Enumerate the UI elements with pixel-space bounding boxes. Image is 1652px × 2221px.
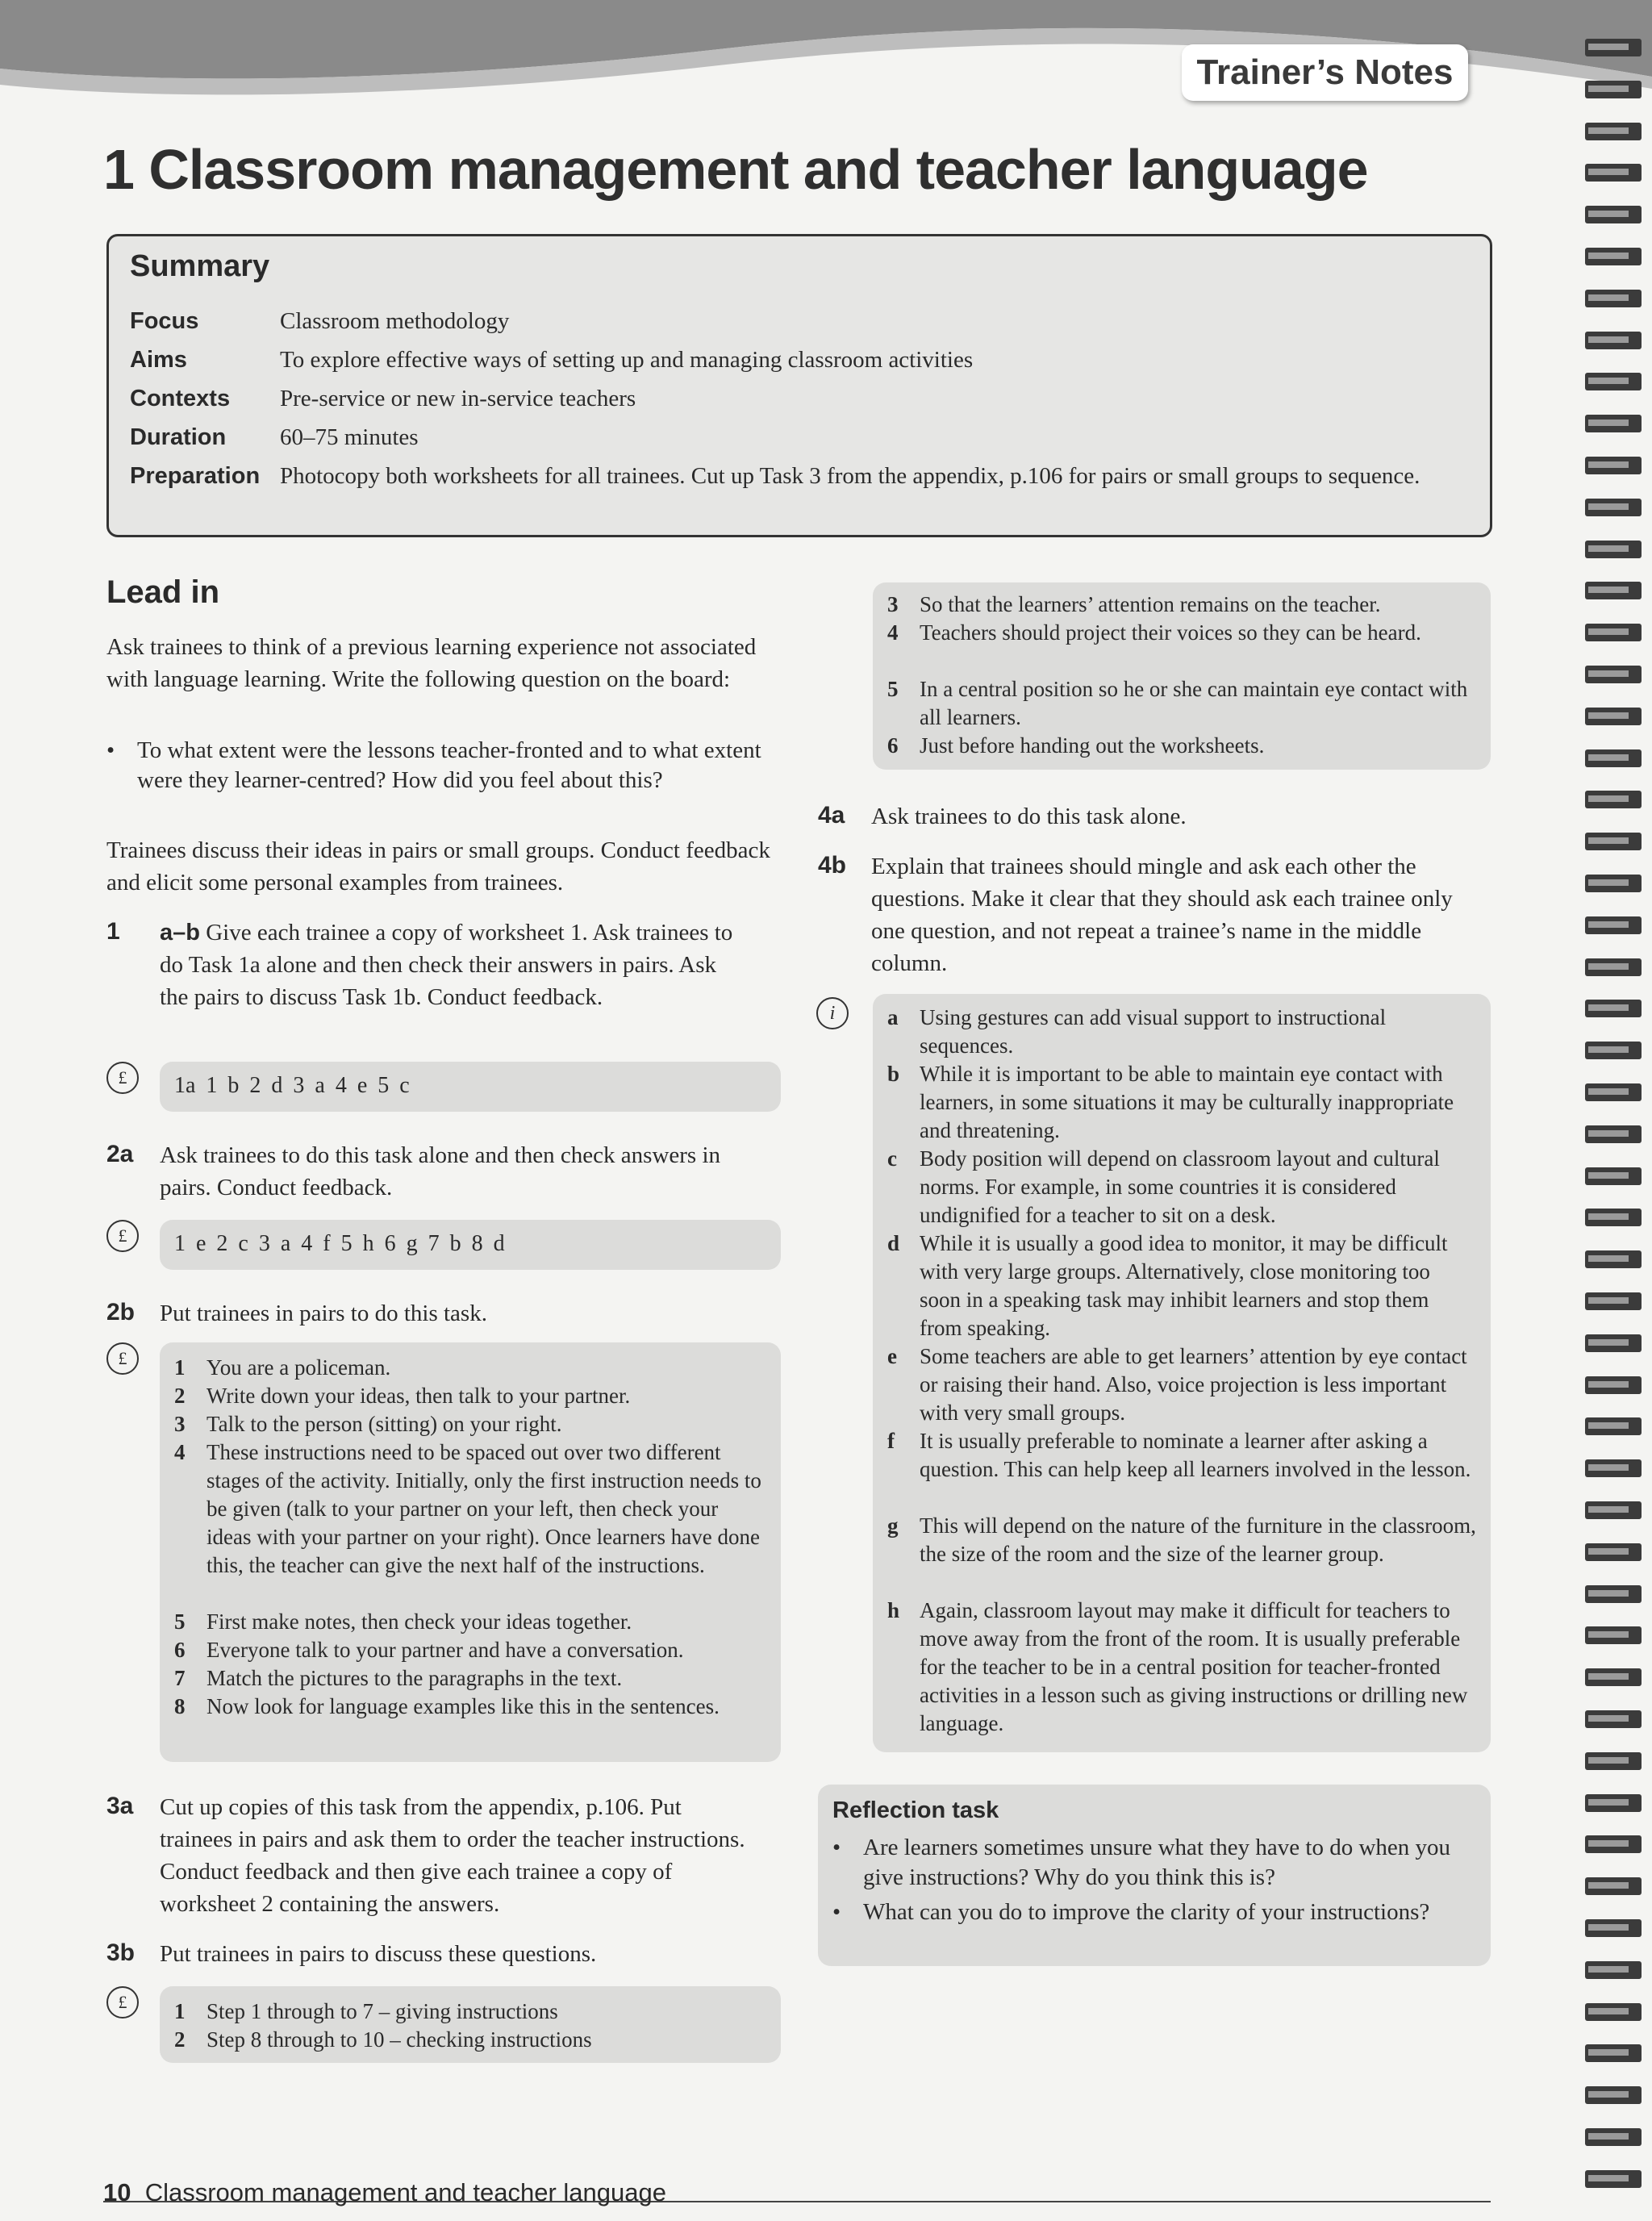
step-number: 4b: [818, 852, 847, 879]
summary-key: Duration: [130, 424, 227, 450]
answers-2a-box: [160, 1220, 781, 1270]
step-number: 2b: [106, 1299, 136, 1326]
step-4a-text: Ask trainees to do this task alone.: [871, 804, 1187, 829]
spiral-ring: [1577, 450, 1642, 482]
step-number: 3b: [106, 1939, 136, 1966]
spiral-ring: [1577, 826, 1642, 858]
spiral-ring: [1577, 1662, 1642, 1694]
spiral-ring: [1577, 199, 1642, 232]
spiral-ring: [1577, 32, 1642, 65]
page-number: 10: [103, 2178, 131, 2206]
spiral-ring: [1577, 1704, 1642, 1736]
spiral-ring: [1577, 2122, 1642, 2154]
spiral-ring: [1577, 408, 1642, 440]
spiral-ring: [1577, 1620, 1642, 1652]
spiral-ring: [1577, 1411, 1642, 1443]
answer-key-icon: £: [106, 1986, 139, 2019]
spiral-ring: [1577, 1495, 1642, 1527]
spiral-ring: [1577, 784, 1642, 816]
spiral-ring: [1577, 1746, 1642, 1778]
summary-value: 60–75 minutes: [280, 424, 419, 450]
spiral-ring: [1577, 2080, 1642, 2112]
spiral-ring: [1577, 283, 1642, 315]
answers-2b-box: 1 You are a policeman. 2 Write down your ideas, then talk to your partner. 3 Talk to the person (sitting) on your right. 4 These instructions need to be spaced out over two different stages of the activity. Initially, only the first instruction needs to be given (talk to your partner on your left, then check your ideas with your partner on your right). Once learners have done this, the teacher can give the next half of the instructions. 5 First make notes, then check your ideas together. 6 Everyone talk to your partner and have a conversation. 7 Match the pictures to the paragraphs in the text. 8 Now look for language examples like this in the sentences.: [160, 1342, 781, 1762]
spiral-ring: [1577, 2164, 1642, 2196]
step-3b-text: Put trainees in pairs to discuss these questions.: [160, 1941, 597, 1967]
reflection-task-box: [818, 1785, 1491, 1966]
step-2b-text: Put trainees in pairs to do this task.: [160, 1300, 487, 1326]
bullet-dot: •: [832, 1899, 841, 1925]
step-number: 1: [106, 918, 120, 945]
spiral-ring: [1577, 868, 1642, 900]
spiral-ring: [1577, 1035, 1642, 1067]
answers-3b-continued-box: 3 So that the learners’ attention remains on the teacher. 4 Teachers should project their voices so they can be heard. 5 In a central position so he or she can maintain eye contact with all learners. 6 Just before handing out the worksheets.: [873, 582, 1491, 770]
spiral-ring: [1577, 1913, 1642, 1945]
spiral-ring: [1577, 74, 1642, 106]
summary-key: Focus: [130, 308, 199, 334]
summary-value: Pre-service or new in-service teachers: [280, 386, 636, 411]
summary-key: Aims: [130, 347, 187, 373]
lead-in-after: Trainees discuss their ideas in pairs or small groups. Conduct feedback and elicit some personal examples from trainees.: [106, 837, 770, 895]
trainers-notes-badge: Trainer’s Notes: [1182, 44, 1468, 101]
spiral-ring: [1577, 1161, 1642, 1193]
spiral-ring: [1577, 116, 1642, 148]
info-icon: i: [816, 997, 849, 1029]
answers-1: 1a 1 b 2 d 3 a 4 e 5 c: [174, 1073, 410, 1098]
lead-in-heading: Lead in: [106, 574, 220, 610]
reflection-question: What can you do to improve the clarity of your instructions?: [863, 1899, 1430, 1925]
lead-in-question: To what extent were the lessons teacher-fronted and to what extent were they learner-centred? How did you feel about this?: [137, 737, 761, 793]
spiral-ring: [1577, 1997, 1642, 2029]
answer-key-icon: £: [106, 1062, 139, 1094]
lead-in-intro: Ask trainees to think of a previous learning experience not associated with language learning. Write the following question on the board:: [106, 634, 757, 692]
spiral-ring: [1577, 910, 1642, 942]
spiral-ring: [1577, 701, 1642, 733]
step-3a-text: Cut up copies of this task from the appendix, p.106. Put trainees in pairs and ask them to order the teacher instructions. Conduct feedback and then give each trainee a copy of worksheet 2 containing the answers.: [160, 1794, 745, 1917]
step-1-text: [160, 916, 749, 1013]
step-number: 2a: [106, 1141, 134, 1167]
spiral-ring: [1577, 575, 1642, 607]
spiral-ring: [1577, 157, 1642, 190]
spiral-ring: [1577, 1955, 1642, 1987]
spiral-ring: [1577, 993, 1642, 1025]
summary-key: Contexts: [130, 386, 231, 411]
answers-2a: 1 e 2 c 3 a 4 f 5 h 6 g 7 b 8 d: [174, 1231, 505, 1256]
spiral-ring: [1577, 1077, 1642, 1109]
footer: [103, 2178, 666, 2207]
summary-value: Photocopy both worksheets for all trainees. Cut up Task 3 from the appendix, p.106 for pairs or small groups to sequence.: [280, 463, 1420, 489]
spiral-ring: [1577, 659, 1642, 691]
spiral-ring: [1577, 325, 1642, 357]
spiral-ring: [1577, 492, 1642, 524]
spiral-ring: [1577, 1453, 1642, 1485]
spiral-ring: [1577, 952, 1642, 984]
spiral-ring: [1577, 1788, 1642, 1820]
bullet-dot: •: [832, 1835, 841, 1860]
spiral-ring: [1577, 1370, 1642, 1402]
spiral-ring: [1577, 1537, 1642, 1569]
spiral-ring: [1577, 1119, 1642, 1151]
step-4b-text: Explain that trainees should mingle and ask each other the questions. Make it clear that they should ask each trainee only one question, and not repeat a trainee’s name in the middle column.: [871, 854, 1453, 976]
summary-box: [106, 234, 1492, 537]
answers-1-box: [160, 1062, 781, 1112]
step-1-body: Give each trainee a copy of worksheet 1. Ask trainees to do Task 1a alone and then check their answers in pairs. Ask the pairs to discuss Task 1b. Conduct feedback.: [160, 920, 733, 1010]
summary-heading: Summary: [130, 249, 270, 283]
answers-3b-box: 1 Step 1 through to 7 – giving instructions 2 Step 8 through to 10 – checking instructions: [160, 1986, 781, 2063]
spiral-binding: [1577, 32, 1652, 2211]
spiral-ring: [1577, 1871, 1642, 1903]
spiral-ring: [1577, 1328, 1642, 1360]
spiral-ring: [1577, 617, 1642, 649]
spiral-ring: [1577, 1202, 1642, 1234]
spiral-ring: [1577, 2038, 1642, 2070]
summary-value: To explore effective ways of setting up and managing classroom activities: [280, 347, 974, 373]
step-1-label: a–b: [160, 920, 200, 946]
spiral-ring: [1577, 743, 1642, 775]
spiral-ring: [1577, 1244, 1642, 1276]
summary-value: Classroom methodology: [280, 308, 510, 334]
info-4-box: a Using gestures can add visual support to instructional sequences. b While it is important to be able to maintain eye contact with learners, in some situations it may be culturally inappropriate and threatening. c Body position will depend on classroom layout and cultural norms. For example, in some countries it is considered undignified for a teacher to sit on a desk. d While it is usually a good idea to monitor, it may be difficult with very large groups. Alternatively, close monitoring too soon in a speaking task may inhibit learners and stop them from speaking. e Some teachers are able to get learners’ attention by eye contact or raising their hand. Also, voice projection is less important with very small groups. f It is usually preferable to nominate a learner after asking a question. This can help keep all learners involved in the lesson. g This will depend on the nature of the furniture in the classroom, the size of the room and the size of the learner group. h Again, classroom layout may make it difficult for teachers to move away from the front of the room. It is usually preferable for the teacher to be in a central position for teacher-fronted activities in a lesson such as giving instructions or drilling new language.: [873, 994, 1491, 1752]
page-title: 1 Classroom management and teacher language: [103, 138, 1368, 201]
spiral-ring: [1577, 1579, 1642, 1611]
answer-key-icon: £: [106, 1342, 139, 1375]
answer-key-icon: £: [106, 1220, 139, 1252]
bullet-dot: •: [106, 737, 115, 763]
spiral-ring: [1577, 241, 1642, 273]
footer-title: Classroom management and teacher language: [144, 2178, 666, 2206]
reflection-question: Are learners sometimes unsure what they have to do when you give instructions? Why do you think this is?: [863, 1835, 1451, 1890]
spiral-ring: [1577, 1829, 1642, 1861]
spiral-ring: [1577, 534, 1642, 566]
reflection-heading: Reflection task: [832, 1797, 999, 1823]
step-2a-text: Ask trainees to do this task alone and then check answers in pairs. Conduct feedback.: [160, 1142, 721, 1200]
step-number: 3a: [106, 1793, 134, 1819]
summary-key: Preparation: [130, 463, 261, 489]
spiral-ring: [1577, 366, 1642, 399]
step-number: 4a: [818, 802, 845, 829]
spiral-ring: [1577, 1286, 1642, 1318]
